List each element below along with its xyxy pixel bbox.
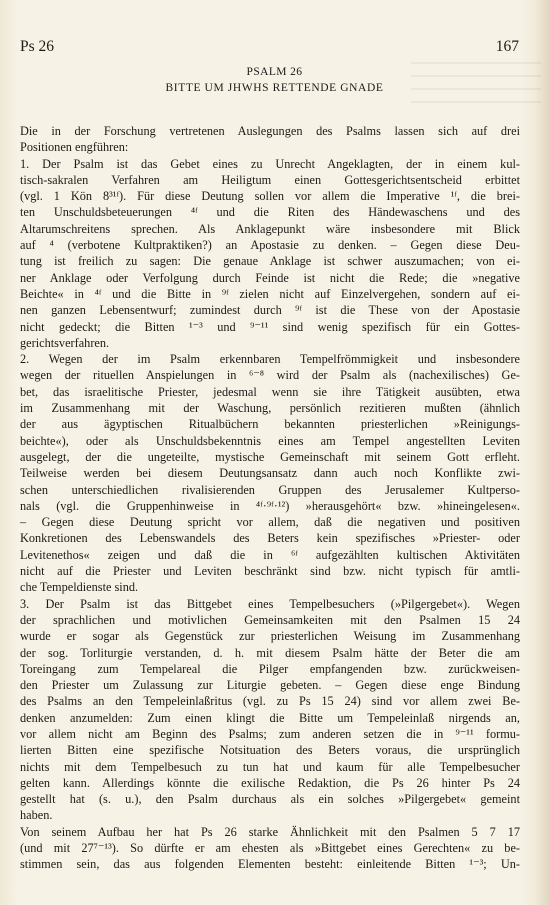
- page-number: 167: [495, 38, 519, 55]
- text-line: ten Unschuldsbeteuerungen ⁴ᶠ und die Riten des Händewaschens und des: [20, 205, 520, 220]
- text-line: ausgelegt, der die ungeteilte, mystische Gemeinschaft mit seinem Gott erfleht.: [20, 449, 520, 464]
- body-text: [20, 123, 520, 873]
- text-line: nen ganzen Lebensentwurf; zumindest durch ⁹ᶠ ist die These von der Apostasie: [20, 303, 520, 318]
- psalm-title: PSALM 26: [246, 66, 303, 78]
- text-line: der sprachlichen und motivlichen Gemeinsamkeiten mit den Psalmen 15 24: [20, 612, 520, 627]
- running-head: [20, 38, 519, 56]
- text-line: auf ⁴ (verbotene Kultpraktiken?) an Apostasie zu denken. – Gegen diese Deu-: [20, 238, 520, 253]
- text-line: gerichtsverfahren.: [20, 335, 110, 350]
- text-line: vor allem nicht am Beginn des Psalms; zum anderen setzen die in ⁹⁻¹¹ formu-: [20, 726, 520, 741]
- psalm-subtitle: BITTE UM JHWHS RETTENDE GNADE: [165, 82, 384, 94]
- text-line: (vgl. 1 Kön 8³¹ᶠ). Für diese Deutung sollen vor allem die Imperative ¹ᶠ, die brei-: [20, 189, 520, 204]
- text-line: Positionen engführen:: [20, 140, 129, 155]
- text-line: gestellt hat (s. u.), den Psalm durchaus als ein solches »Pilgergebet« gemeint: [20, 792, 520, 807]
- text-line: che Tempeldienste sind.: [20, 580, 139, 595]
- text-line: ner Anklage oder Verfolgung durch Feinde ist nicht die Rede; die »negative: [20, 270, 520, 285]
- text-line: im Zusammenhang mit der Waschung, persönlich rezitieren mußten (ähnlich: [20, 401, 520, 416]
- text-line: lierten Bitten eine spezifische Notsituation des Beters voraus, die ursprünglich: [20, 743, 520, 758]
- text-line: beichte«), oder als Unschuldsbekenntnis eines am Tempel angestellten Leviten: [20, 433, 520, 448]
- text-line: stimmen sein, das aus folgenden Elementen besteht: einleitende Bitten ¹⁻³; Un-: [20, 857, 520, 872]
- text-line: Von seinem Aufbau her hat Ps 26 starke Ähnlichkeit mit den Psalmen 5 7 17: [20, 824, 520, 839]
- text-line: den Priester um Zulassung zur Liturgie gebeten. – Gegen diese enge Bindung: [20, 678, 520, 693]
- text-line: – Gegen diese Deutung spricht vor allem, daß die negativen und positiven: [20, 515, 520, 530]
- text-line: nicht gedeckt; die Bitten ¹⁻³ und ⁹⁻¹¹ sind wenig spezifisch für ein Gottes-: [20, 319, 520, 334]
- text-line: wegen der rituellen Anspielungen in ⁶⁻⁸ wird der Psalm als (nachexilisches) Ge-: [20, 368, 520, 383]
- text-line: Die in der Forschung vertretenen Auslegungen des Psalms lassen sich auf drei: [20, 124, 520, 138]
- text-line: 2. Wegen der im Psalm erkennbaren Tempelfrömmigkeit und insbesondere: [20, 352, 520, 367]
- chapter-heading: [40, 64, 509, 96]
- text-line: denken anzumelden: Zum einen klingt die Bitte um Tempeleinlaß nirgends an,: [20, 710, 520, 725]
- text-line: nicht auf die Priester und Leviten beschränkt sind bzw. nicht typisch für amtli-: [20, 564, 520, 579]
- text-line: Teilweise werden bei diesem Deutungsansatz dann auch noch Konflikte zwi-: [20, 466, 520, 481]
- text-line: 1. Der Psalm ist das Gebet eines zu Unrecht Angeklagten, der in einem kul-: [20, 156, 520, 171]
- text-line: der aus ägyptischen Ritualbüchern bekannten priesterlichen »Reinigungs-: [20, 417, 520, 432]
- text-line: 3. Der Psalm ist das Bittgebet eines Tempelbesuchers (»Pilgergebet«). Wegen: [20, 596, 520, 611]
- text-line: tisch-sakralen Verfahren am Heiligtum einen Gottesgerichtsentscheid erbittet: [20, 172, 520, 187]
- text-line: wurde er sogar als Gegenstück zur priesterlichen Weisung im Zusammenhang: [20, 629, 520, 644]
- text-line: Altarumschreitens sprechen. Als Anklagepunkt wäre insbesondere mit Blick: [20, 221, 520, 236]
- page-edge-shadow: [535, 0, 549, 905]
- text-line: nals (vgl. die Gruppenhinweise in ⁴ᶠ·⁹ᶠ·¹²) »herausgehört« bzw. »hineingelesen«.: [20, 498, 520, 513]
- text-line: des Psalms an den Tempeleinlaßritus (vgl. zu Ps 15 24) sind vor allem zwei Be-: [20, 694, 520, 709]
- text-line: der sog. Torliturgie verstanden, d. h. mit diesem Psalm hätte der Beter die am: [20, 645, 520, 660]
- text-line: Toreingang zum Tempelareal die Pilger empfangenden bzw. zurückweisen-: [20, 661, 520, 676]
- text-line: (und mit 27⁷⁻¹³). So dürfte er am ehesten als »Bittgebet eines Gerechten« zu be-: [20, 841, 520, 856]
- text-line: Beichte« in ⁴ᶠ und die Bitte in ⁹ᶠ zielen nicht auf Einzelvergehen, sondern auf ei-: [20, 286, 520, 301]
- text-line: tung ist freilich zu sagen: Die genaue Anklage ist schwer auszumachen; von ei-: [20, 254, 520, 269]
- text-line: nichts mit dem Tempelbesuch zu tun hat und kaum für alle Tempelbesucher: [20, 759, 520, 774]
- text-line: Konkretionen des Lebenswandels des Beters kein spezifisches »Priester- oder: [20, 531, 520, 546]
- text-line: haben.: [20, 808, 53, 823]
- text-line: Levitenethos« zeigen und daß die in ⁶ᶠ aufgezählten kultischen Aktivitäten: [20, 547, 520, 562]
- text-line: gelten kann. Allerdings könnte die exilische Redaktion, die Ps 26 hinter Ps 24: [20, 775, 520, 790]
- text-line: schen unterschiedlichen rivalisierenden Gruppen des Jerusalemer Kultperso-: [20, 482, 520, 497]
- text-line: bet, das israelitische Priester, jedesmal wenn sie ihre Tätigkeit ausübten, etwa: [20, 384, 520, 399]
- running-head-section: Ps 26: [20, 38, 55, 55]
